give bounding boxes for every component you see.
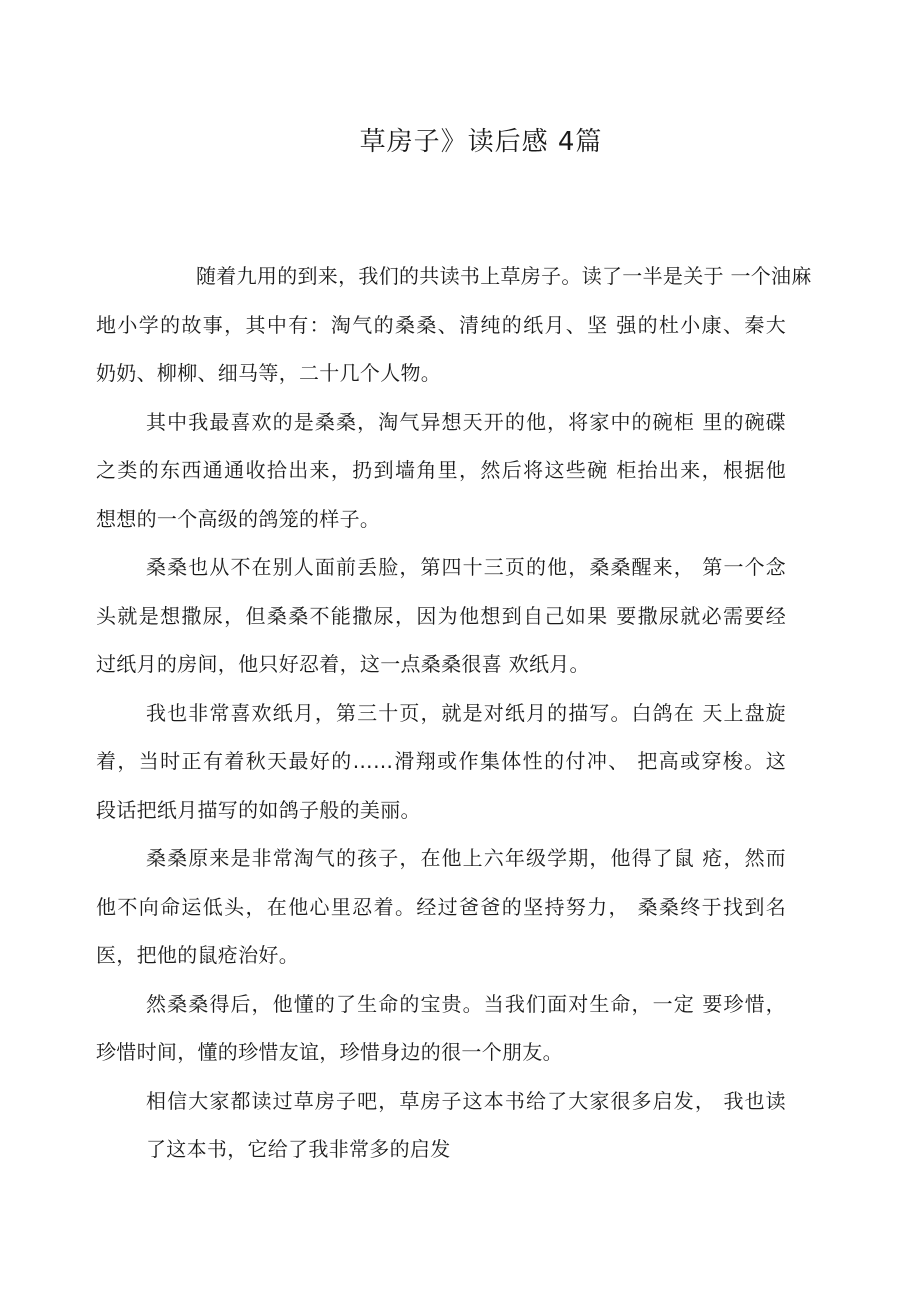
paragraph-line: 过纸月的房间，他只好忍着，这一点桑桑很喜 欢纸月。	[96, 652, 590, 676]
paragraph-line: 桑桑也从不在别人面前丢脸，第四十三页的他，桑桑醒来， 第一个念	[146, 555, 786, 579]
paragraph-line: 奶奶、柳柳、细马等，二十几个人物。	[96, 361, 442, 385]
paragraph-7	[96, 1077, 786, 1174]
paragraph-1	[96, 252, 812, 398]
paragraph-line: 珍惜时间，懂的珍惜友谊，珍惜身边的很一个朋友。	[96, 1040, 563, 1064]
paragraph-line: 我也非常喜欢纸月，第三十页，就是对纸月的描写。白鸽在 天上盘旋	[146, 700, 786, 725]
paragraph-line: 了这本书，它给了我非常多的启发	[146, 1137, 451, 1161]
paragraph-3	[96, 543, 786, 689]
paragraph-2	[96, 398, 786, 544]
paragraph-line: 桑桑原来是非常淘气的孩子，在他上六年级学期，他得了鼠 疮，然而	[146, 846, 786, 870]
paragraph-line: 医，把他的鼠疮治好。	[96, 943, 299, 967]
paragraph-line: 想想的一个高级的鸽笼的样子。	[96, 506, 381, 531]
paragraph-line: 随着九用的到来，我们的共读书上草房子。读了一半是关于 一个油麻	[196, 264, 812, 288]
paragraph-line: 相信大家都读过草房子吧，草房子这本书给了大家很多启发， 我也读	[146, 1088, 786, 1113]
paragraph-line: 地小学的故事，其中有：淘气的桑桑、清纯的纸月、坚 强的杜小康、秦大	[96, 312, 786, 337]
paragraph-6	[96, 980, 786, 1077]
document-title: 草房子》读后感 4篇	[359, 127, 603, 157]
paragraph-line: 然桑桑得后，他懂的了生命的宝贵。当我们面对生命，一定 要珍惜，	[146, 991, 786, 1016]
paragraph-line: 着，当时正有着秋天最好的……滑翔或作集体性的付冲、 把高或穿梭。这	[96, 749, 786, 773]
paragraph-line: 其中我最喜欢的是桑桑，淘气异想天开的他，将家中的碗柜 里的碗碟	[146, 409, 786, 434]
document-body	[96, 252, 812, 1174]
paragraph-5	[96, 834, 786, 980]
paragraph-line: 之类的东西通通收拾出来，扔到墙角里，然后将这些碗 柜抬出来，根据他	[96, 458, 786, 482]
paragraph-line: 他不向命运低头，在他心里忍着。经过爸爸的坚持努力， 桑桑终于找到名	[96, 894, 786, 919]
paragraph-line: 段话把纸月描写的如鸽子般的美丽。	[96, 797, 421, 822]
paragraph-4	[96, 689, 786, 835]
paragraph-line: 头就是想撒尿，但桑桑不能撒尿，因为他想到自己如果 要撒尿就必需要经	[96, 603, 786, 628]
